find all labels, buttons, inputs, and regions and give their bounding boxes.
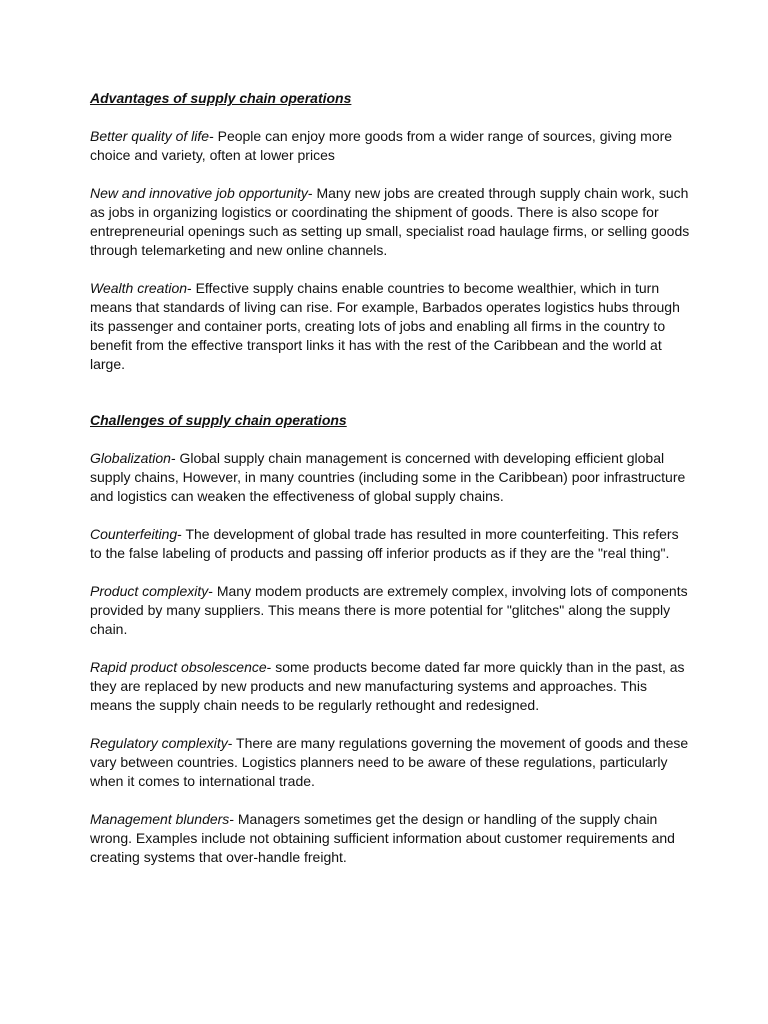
- advantage-text: - Many new jobs are created through supply chain work, such as jobs in organizing logistics or coordinating the shipment of goods. There is also scope for entrepreneurial openings such as setting up small, specialist road haulage firms, or selling goods through telemarketing and new online channels.: [90, 185, 690, 258]
- challenge-item-globalization: [90, 449, 690, 506]
- challenge-item-regulatory-complexity: [90, 734, 690, 791]
- challenge-item-management-blunders: [90, 810, 690, 867]
- challenge-term: Management blunders: [90, 811, 230, 827]
- advantage-item-quality-of-life: [90, 127, 690, 165]
- advantages-heading: Advantages of supply chain operations: [90, 90, 352, 106]
- advantage-term: Wealth creation: [90, 280, 188, 296]
- challenge-text: - some products become dated far more quickly than in the past, as they are replaced by new products and new manufacturing systems and approaches. This means the supply chain needs to be regularly rethought and redesigned.: [90, 659, 685, 713]
- challenge-text: - There are many regulations governing the movement of goods and these vary between countries. Logistics planners need to be aware of these regulations, particularly when it comes to international trade.: [90, 735, 689, 789]
- challenge-term: Counterfeiting: [90, 526, 178, 542]
- spacer: [90, 791, 690, 810]
- challenge-item-product-complexity: [90, 582, 690, 639]
- advantage-item-wealth-creation: [90, 279, 690, 374]
- challenge-text: - Managers sometimes get the design or handling of the supply chain wrong. Examples include not obtaining sufficient information about customer requirements and creating systems that over-handle freight.: [90, 811, 675, 865]
- challenge-item-counterfeiting: [90, 525, 690, 563]
- spacer: [90, 165, 690, 184]
- challenge-item-rapid-obsolescence: [90, 658, 690, 715]
- challenge-text: - Global supply chain management is concerned with developing efficient global supply chains, However, in many countries (including some in the Caribbean) poor infrastructure and logistics can weaken the effectiveness of global supply chains.: [90, 450, 686, 504]
- spacer: [90, 563, 690, 582]
- challenge-term: Product complexity: [90, 583, 209, 599]
- advantage-text: - People can enjoy more goods from a wider range of sources, giving more choice and variety, often at lower prices: [90, 128, 673, 163]
- challenge-text: - The development of global trade has resulted in more counterfeiting. This refers to the false labeling of products and passing off inferior products as if they are the "real thing".: [90, 526, 679, 561]
- spacer: [90, 108, 690, 127]
- spacer: [90, 639, 690, 658]
- advantage-term: Better quality of life: [90, 128, 210, 144]
- spacer: [90, 430, 690, 449]
- spacer: [90, 374, 690, 411]
- challenge-text: - Many modem products are extremely complex, involving lots of components provided by many suppliers. This means there is more potential for "glitches" along the supply chain.: [90, 583, 688, 637]
- document-body: [90, 89, 690, 867]
- spacer: [90, 715, 690, 734]
- spacer: [90, 506, 690, 525]
- spacer: [90, 260, 690, 279]
- advantage-text: - Effective supply chains enable countries to become wealthier, which in turn means that standards of living can rise. For example, Barbados operates logistics hubs through its passenger and container ports, creating lots of jobs and enabling all firms in the country to benefit from the effective transport links it has with the rest of the Caribbean and the world at large.: [90, 280, 680, 372]
- challenge-term: Regulatory complexity: [90, 735, 228, 751]
- challenge-term: Globalization: [90, 450, 171, 466]
- advantage-term: New and innovative job opportunity: [90, 185, 308, 201]
- challenge-term: Rapid product obsolescence: [90, 659, 267, 675]
- advantage-item-job-opportunity: [90, 184, 690, 260]
- challenges-heading: Challenges of supply chain operations: [90, 412, 347, 428]
